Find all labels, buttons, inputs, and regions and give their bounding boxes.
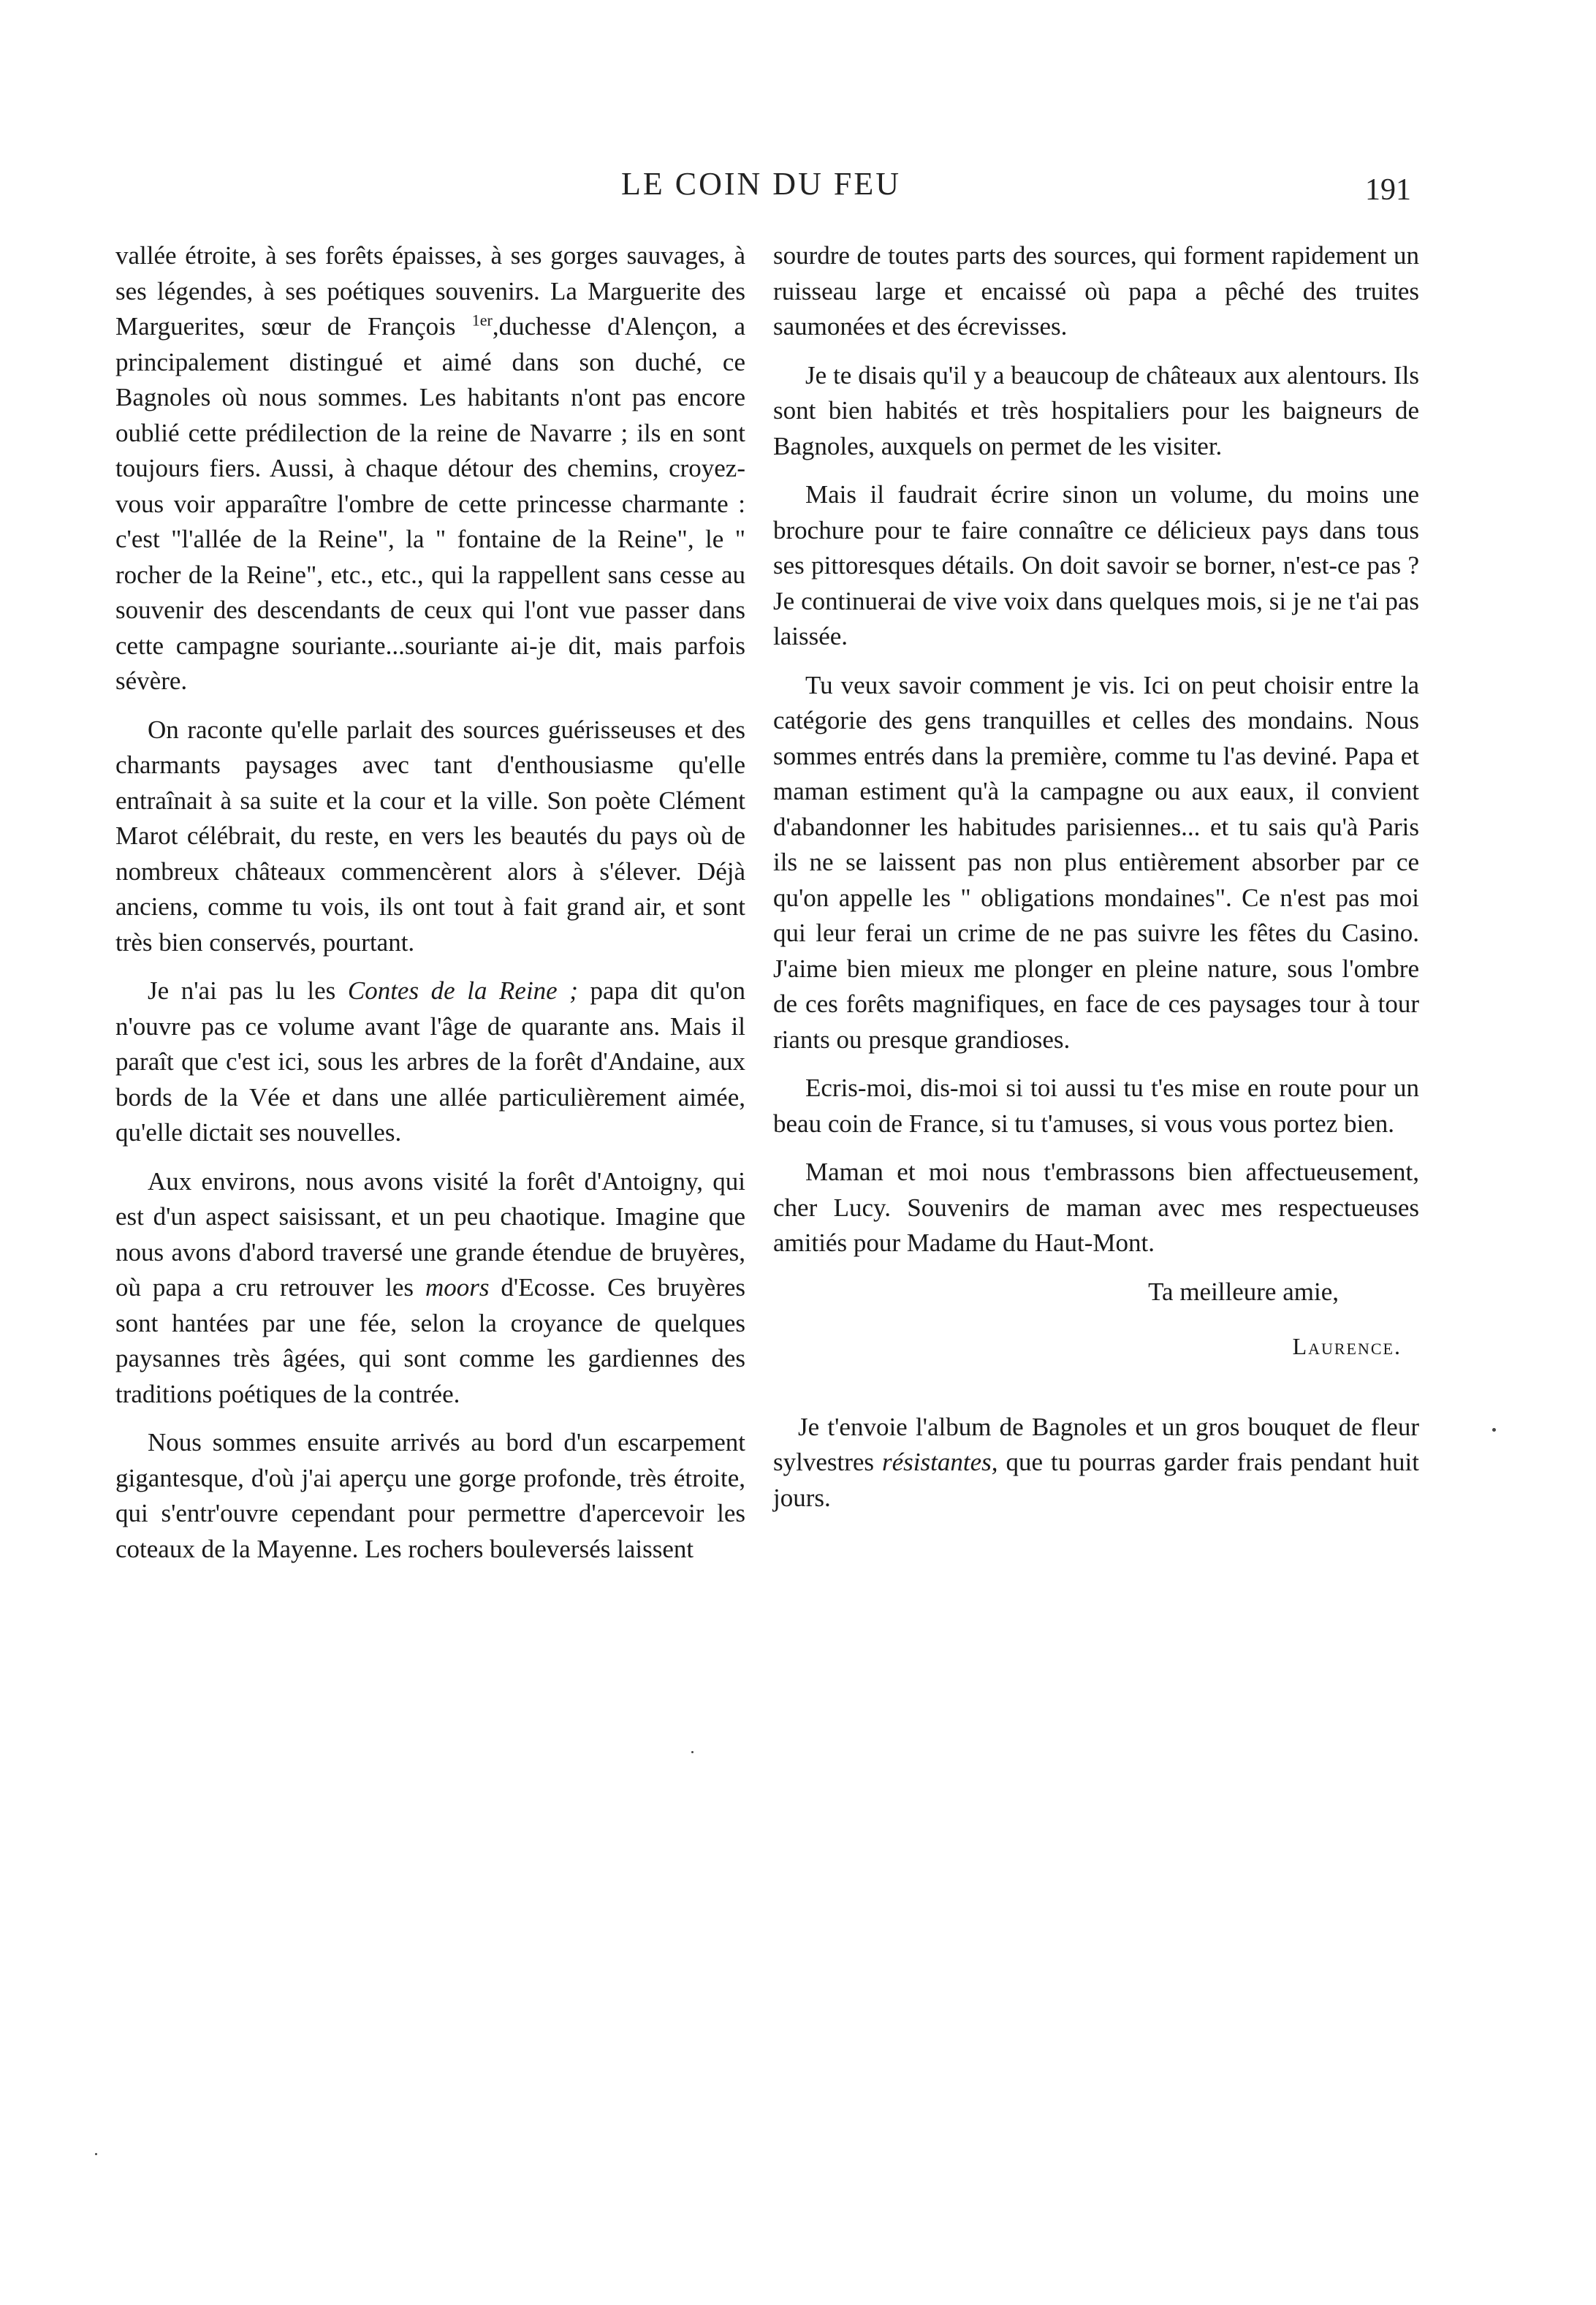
ink-speck: [691, 1751, 694, 1753]
running-head: [0, 165, 1596, 216]
paragraph: Je te disais qu'il y a beaucoup de châteaux aux alentours. Ils sont bien habités et très hospitaliers pour les baigneurs de Bagnoles, auxquels on permet de les visiter.: [773, 360, 1419, 460]
paragraph: [115, 238, 745, 699]
italic-word: résistantes,: [882, 1448, 998, 1476]
running-title: LE COIN DU FEU: [621, 166, 901, 202]
book-title: Contes de la Reine ;: [347, 976, 578, 1005]
page-number: 191: [1365, 173, 1411, 207]
paragraph: Ecris-moi, dis-moi si toi aussi tu t'es mise en route pour un beau coin de France, si tu t'amuses, si vous vous portez bien.: [773, 1074, 1419, 1138]
text-run: papa dit qu'on n'ouvre pas ce volume avant l'âge de quarante ans. Mais il paraît que c'est ici, sous les arbres de la forêt d'Andaine, aux bords de la Vée et dans une allée particulièrement aimée, qu'elle dictait ses nouvelles.: [115, 976, 745, 1147]
italic-word: moors: [425, 1273, 490, 1302]
paragraph: Nous sommes ensuite arrivés au bord d'un escarpement gigantesque, d'où j'ai aperçu une gorge profonde, très étroite, qui s'entr'ouvre cependant pour permettre d'apercevoir les coteaux de la Mayenne. Les rochers bouleversés laissent: [115, 1428, 745, 1563]
paragraph: sourdre de toutes parts des sources, qui forment rapidement un ruisseau large et encaissé où papa a pêché des truites saumonées et des écrevisses.: [773, 241, 1419, 341]
text-run: vallée étroite, à ses forêts épaisses, à ses gorges sauvages, à ses légendes, à ses poétiques souvenirs. La Marguerite des Marguerites, sœur de François: [115, 241, 745, 341]
paragraph: Mais il faudrait écrire sinon un volume, du moins une brochure pour te faire connaître ce délicieux pays dans tous ses pittoresques détails. On doit savoir se borner, n'est-ce pas ? Je continuerai de vive voix dans quelques mois, si je ne t'ai pas laissée.: [773, 480, 1419, 650]
text-run: Aux environs, nous avons visité la forêt d'Antoigny, qui est d'un aspect saisissant, et un peu chaotique. Imagine que nous avons d'abord traversé une grande étendue de bruyères, où papa a cru retrouver les: [115, 1166, 745, 1302]
text-run: Je t'envoie l'album de Bagnoles et un gros bouquet de fleur sylvestres: [773, 1412, 1419, 1476]
right-column: [773, 238, 1419, 1529]
letter-signature: Laurence.: [1292, 1333, 1402, 1359]
text-run: ,duchesse d'Alençon, a principalement distingué et aimé dans son duché, ce Bagnoles où nous sommes. Les habitants n'ont pas encore oublié cette prédilection de la reine de Navarre ; ils en sont toujours fiers. Aussi, à chaque détour des chemins, croyez-vous voir apparaître l'ombre de cette princesse charmante : c'est "l'allée de la Reine", la " fontaine de la Reine", le " rocher de la Reine", etc., etc., qui la rappellent sans cesse au souvenir des descendants de ceux qui l'ont vue passer dans cette campagne souriante...souriante ai-je dit, mais parfois sévère.: [115, 312, 746, 695]
text-run: d'Ecosse. Ces bruyères sont hantées par une fée, selon la croyance de quelques paysannes très âgées, qui sont comme les gardiennes des traditions poétiques de la contrée.: [115, 1273, 746, 1408]
paragraph: [115, 1164, 745, 1413]
paragraph: [115, 973, 745, 1151]
ink-speck: [95, 2153, 97, 2155]
text-run: que tu pourras garder frais pendant huit jours.: [773, 1448, 1419, 1512]
superscript: 1er: [471, 311, 493, 330]
postscript: [773, 1410, 1419, 1516]
ink-speck: [1492, 1428, 1496, 1432]
left-column: [115, 238, 745, 1580]
paragraph: Maman et moi nous t'embrassons bien affectueusement, cher Lucy. Souvenirs de maman avec mes respectueuses amitiés pour Madame du Haut-Mont.: [773, 1158, 1419, 1257]
paragraph: Tu veux savoir comment je vis. Ici on peut choisir entre la catégorie des gens tranquilles et celles des mondains. Nous sommes entrés dans la première, comme tu l'as deviné. Papa et maman estiment qu'à la campagne ou aux eaux, il convient d'abandonner les habitudes parisiennes... et tu sais qu'à Paris ils ne se laissent pas non plus entièrement absorber par ce qu'on appelle les " obligations mondaines". Ce n'est pas moi qui leur ferai un crime de ne pas suivre les fêtes du Casino. J'aime bien mieux me plonger en pleine nature, sous l'ombre de ces forêts magnifiques, en face de ces paysages tour à tour riants ou presque grandioses.: [773, 670, 1419, 1054]
text-run: Je n'ai pas lu les: [148, 976, 348, 1005]
letter-closing: Ta meilleure amie,: [1148, 1277, 1339, 1306]
paragraph: On raconte qu'elle parlait des sources guérisseuses et des charmants paysages avec tant d'enthousiasme qu'elle entraînait à sa suite et la cour et la ville. Son poète Clément Marot célébrait, du reste, en vers les beautés du pays où de nombreux châteaux commencèrent alors à s'élever. Déjà anciens, comme tu vois, ils ont tout à fait grand air, et sont très bien conservés, pourtant.: [115, 715, 745, 957]
